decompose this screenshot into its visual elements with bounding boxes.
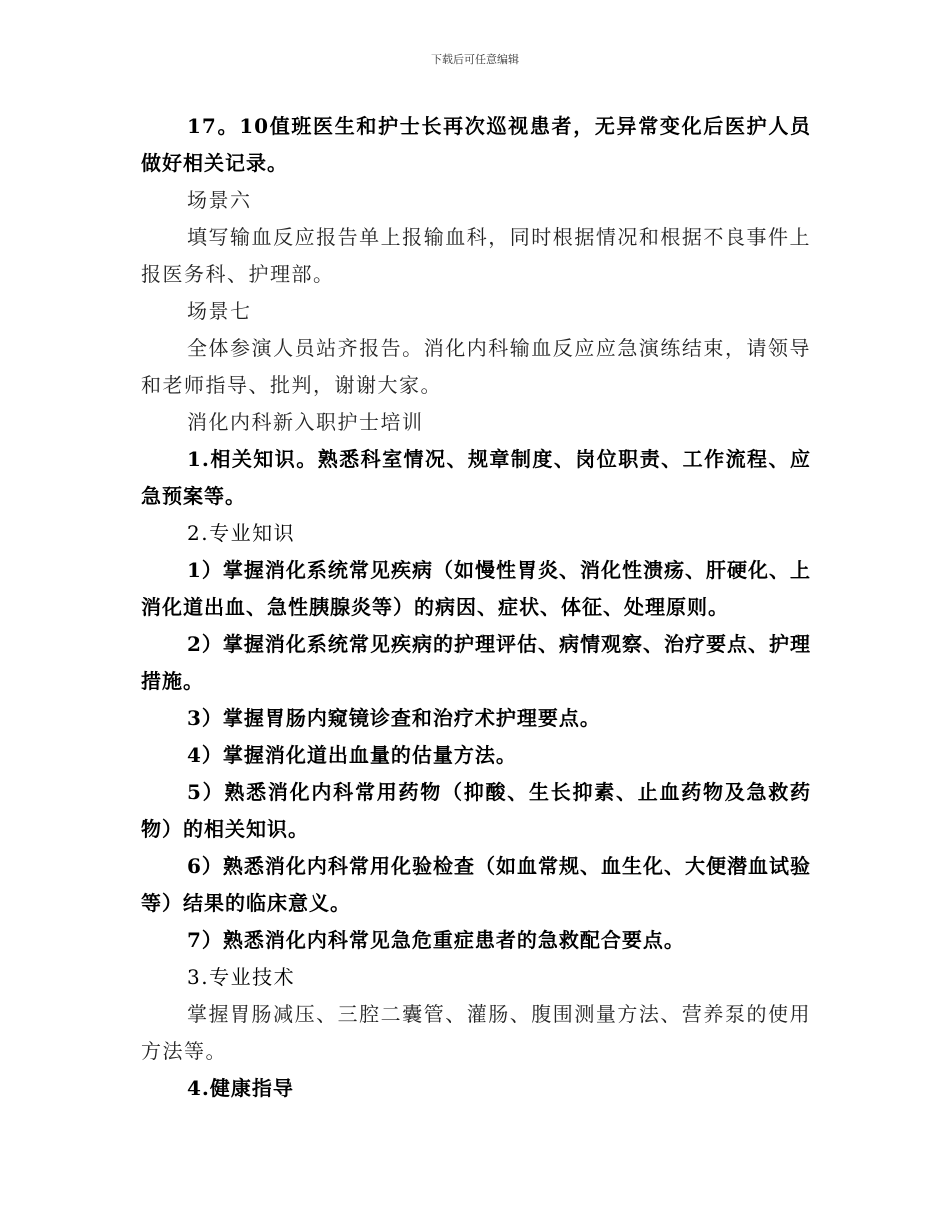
paragraph-knowledge-item-7: 7）熟悉消化内科常见急危重症患者的急救配合要点。 — [187, 928, 685, 952]
paragraph-professional-skills-heading: 3.专业技术 — [187, 965, 296, 989]
paragraph-training-title: 消化内科新入职护士培训 — [187, 410, 424, 434]
paragraph-knowledge-item-5: 5）熟悉消化内科常用药物（抑酸、生长抑素、止血药物及急救药物）的相关知识。 — [141, 780, 811, 841]
paragraph-knowledge-item-1: 1）掌握消化系统常见疾病（如慢性胃炎、消化性溃疡、肝硬化、上消化道出血、急性胰腺炎等）的病因、症状、体征、处理原则。 — [141, 558, 811, 619]
paragraph-knowledge-item-6: 6）熟悉消化内科常用化验检查（如血常规、血生化、大便潜血试验等）结果的临床意义。 — [141, 854, 811, 915]
paragraph-scene-six-body: 填写输血反应报告单上报输血科，同时根据情况和根据不良事件上报医务科、护理部。 — [141, 225, 811, 286]
paragraph-scene-six-title: 场景六 — [187, 188, 252, 212]
paragraph-record: 17。10值班医生和护士长再次巡视患者，无异常变化后医护人员做好相关记录。 — [141, 114, 811, 175]
paragraph-professional-skills-body: 掌握胃肠减压、三腔二囊管、灌肠、腹围测量方法、营养泵的使用方法等。 — [141, 1002, 811, 1063]
page-header-note: 下载后可任意编辑 — [431, 53, 519, 66]
paragraph-knowledge-item-2: 2）掌握消化系统常见疾病的护理评估、病情观察、治疗要点、护理措施。 — [141, 632, 811, 693]
paragraph-knowledge-item-3: 3）掌握胃肠内窥镜诊查和治疗术护理要点。 — [187, 706, 601, 730]
paragraph-related-knowledge: 1.相关知识。熟悉科室情况、规章制度、岗位职责、工作流程、应急预案等。 — [141, 447, 811, 508]
paragraph-professional-knowledge-heading: 2.专业知识 — [187, 521, 296, 545]
paragraph-scene-seven-title: 场景七 — [187, 299, 252, 323]
document-body — [141, 108, 811, 1107]
paragraph-scene-seven-body: 全体参演人员站齐报告。消化内科输血反应应急演练结束，请领导和老师指导、批判，谢谢大家。 — [141, 336, 811, 397]
paragraph-health-guidance-heading: 4.健康指导 — [187, 1076, 294, 1100]
paragraph-knowledge-item-4: 4）掌握消化道出血量的估量方法。 — [187, 743, 517, 767]
